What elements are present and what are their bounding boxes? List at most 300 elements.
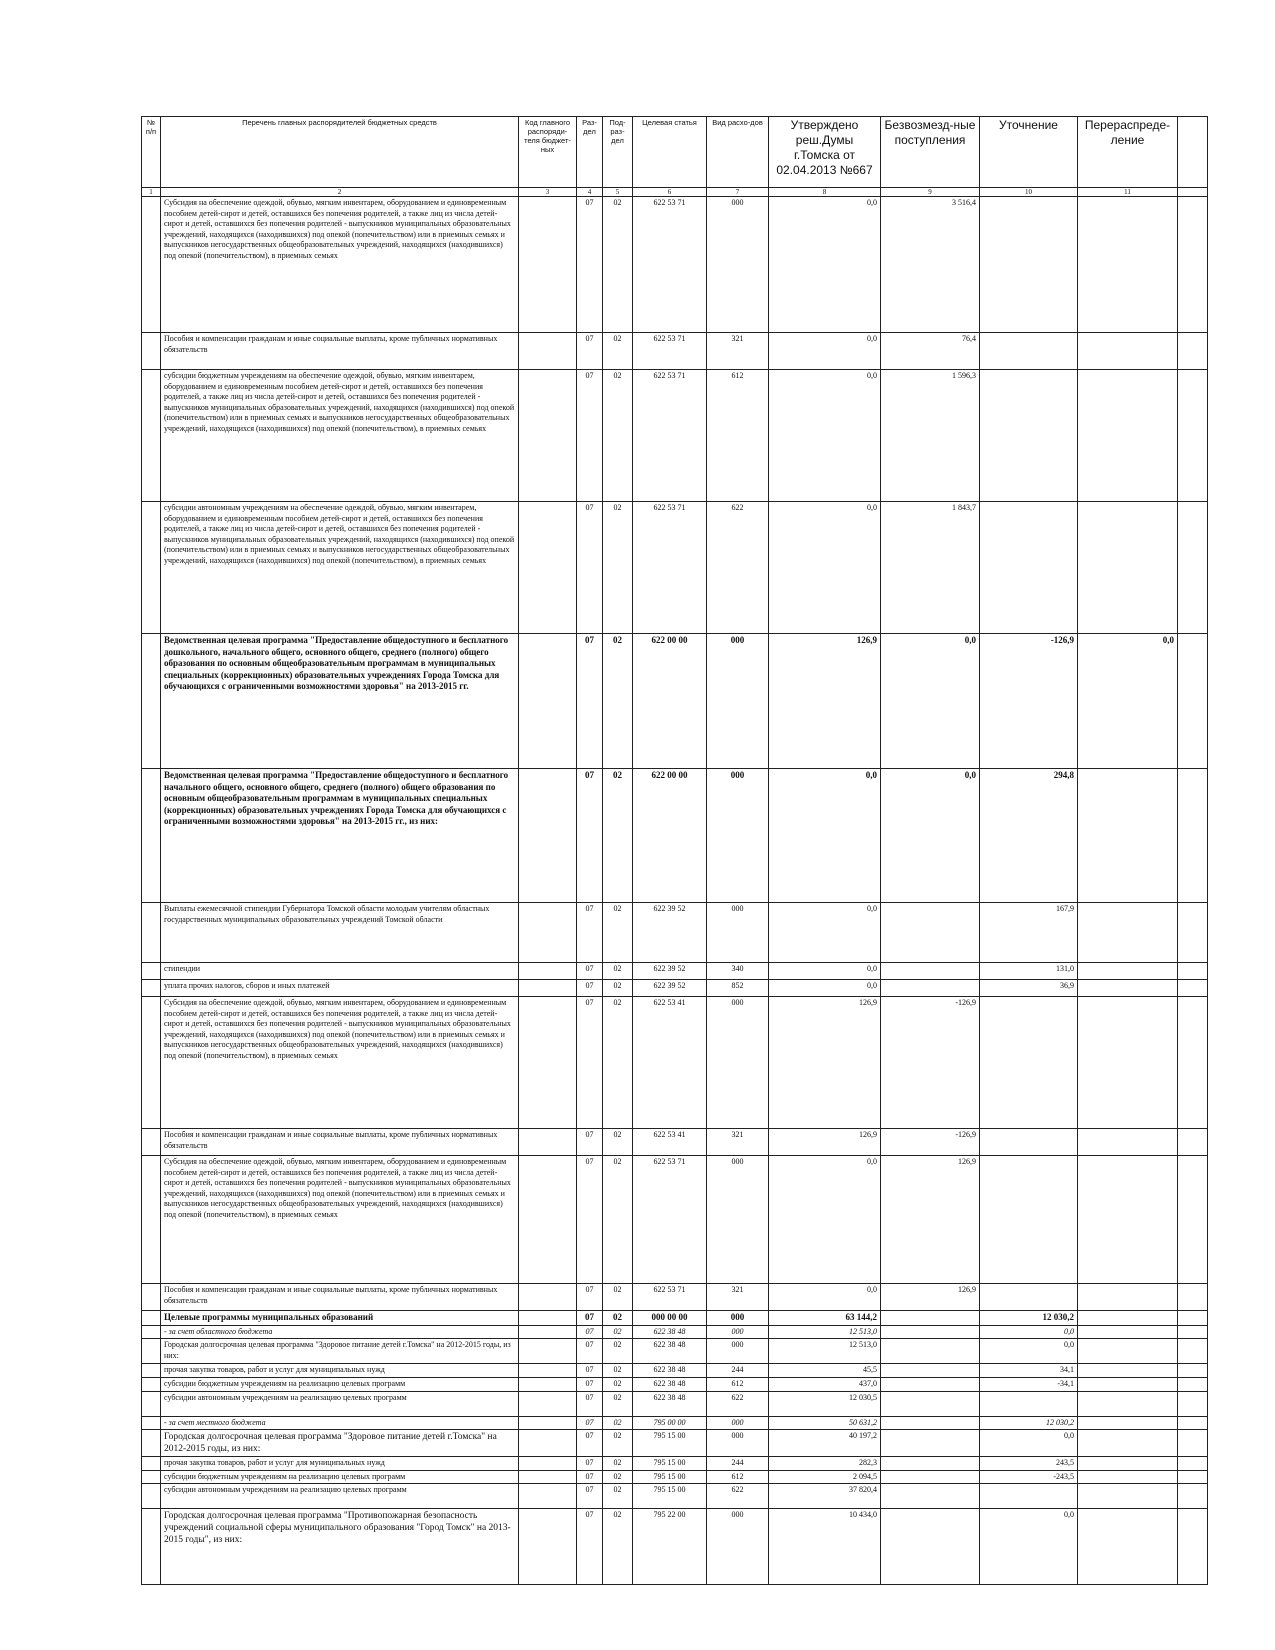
cell-r: 07 — [577, 769, 603, 903]
cell-code — [519, 1311, 577, 1326]
cell-a: 37 820,4 — [769, 1484, 881, 1509]
cell-num — [142, 1339, 161, 1364]
cell-r: 07 — [577, 1364, 603, 1378]
cell-code — [519, 197, 577, 333]
header-num: № п/п — [142, 117, 161, 188]
cell-name: прочая закупка товаров, работ и услуг для муниципальных нужд — [161, 1457, 519, 1471]
cell-a: 0,0 — [769, 903, 881, 963]
cell-t: 622 53 71 — [633, 333, 707, 370]
cell-name: Субсидия на обеспечение одеждой, обувью, мягким инвентарем, оборудованием и единовременным пособием детей-сирот и детей, оставшихся без попечения родителей, а также лиц из числа детей-сирот и детей, оставшихся без попечения родителей - выпускников муниципальных образовательных учреждений, находящихся (находившихся) под опекой (попечительством) или в приемных семьях и выпускников негосударственных общеобразовательных учреждений, находящихся (находившихся) под опекой (попечительством), в приемных семьях — [161, 1156, 519, 1284]
cell-x — [1178, 634, 1208, 769]
cell-u — [980, 1391, 1078, 1416]
cell-t: 622 38 48 — [633, 1391, 707, 1416]
cell-p: 02 — [603, 502, 633, 634]
cell-t: 622 53 71 — [633, 1156, 707, 1284]
cell-name: субсидии бюджетным учреждениям на реализацию целевых программ — [161, 1378, 519, 1392]
cell-num — [142, 1509, 161, 1585]
cell-num — [142, 980, 161, 997]
cell-v: 244 — [707, 1457, 769, 1471]
cell-t: 622 53 41 — [633, 997, 707, 1129]
cell-p: 02 — [603, 1509, 633, 1585]
cell-d — [1078, 1457, 1178, 1471]
cell-p: 02 — [603, 963, 633, 980]
cell-name: Пособия и компенсации гражданам и иные социальные выплаты, кроме публичных нормативных обязательств — [161, 333, 519, 370]
cell-x — [1178, 1364, 1208, 1378]
col-number: 5 — [603, 188, 633, 197]
table-row — [142, 1129, 1208, 1156]
cell-v: 000 — [707, 1325, 769, 1339]
cell-p: 02 — [603, 903, 633, 963]
cell-u: 0,0 — [980, 1509, 1078, 1585]
cell-t: 622 38 48 — [633, 1339, 707, 1364]
cell-v: 000 — [707, 1509, 769, 1585]
cell-p: 02 — [603, 1416, 633, 1430]
cell-v: 321 — [707, 1284, 769, 1311]
cell-t: 622 38 48 — [633, 1364, 707, 1378]
cell-u: 0,0 — [980, 1325, 1078, 1339]
cell-f — [881, 1457, 980, 1471]
cell-v: 000 — [707, 1416, 769, 1430]
cell-num — [142, 1325, 161, 1339]
cell-f — [881, 1339, 980, 1364]
cell-u — [980, 1129, 1078, 1156]
cell-t: 622 00 00 — [633, 769, 707, 903]
cell-p: 02 — [603, 1484, 633, 1509]
cell-a: 0,0 — [769, 980, 881, 997]
cell-f: 1 596,3 — [881, 370, 980, 502]
col-number: 11 — [1078, 188, 1178, 197]
cell-name: прочая закупка товаров, работ и услуг для муниципальных нужд — [161, 1364, 519, 1378]
cell-x — [1178, 997, 1208, 1129]
cell-x — [1178, 980, 1208, 997]
cell-num — [142, 1284, 161, 1311]
cell-f: 0,0 — [881, 769, 980, 903]
cell-code — [519, 1378, 577, 1392]
cell-name: Городская долгосрочная целевая программа "Здоровое питание детей г.Томска" на 2012-2015 годы, из них: — [161, 1430, 519, 1457]
cell-x — [1178, 769, 1208, 903]
cell-v: 000 — [707, 1311, 769, 1326]
cell-code — [519, 634, 577, 769]
cell-u — [980, 333, 1078, 370]
cell-u: 12 030,2 — [980, 1311, 1078, 1326]
cell-num — [142, 1156, 161, 1284]
cell-t: 622 39 52 — [633, 903, 707, 963]
table-row — [142, 1430, 1208, 1457]
cell-r: 07 — [577, 1470, 603, 1484]
table-row — [142, 370, 1208, 502]
cell-x — [1178, 1378, 1208, 1392]
cell-v: 244 — [707, 1364, 769, 1378]
cell-x — [1178, 370, 1208, 502]
cell-d — [1078, 903, 1178, 963]
cell-a: 0,0 — [769, 333, 881, 370]
cell-num — [142, 1378, 161, 1392]
cell-u: 36,9 — [980, 980, 1078, 997]
cell-num — [142, 769, 161, 903]
cell-a: 40 197,2 — [769, 1430, 881, 1457]
table-row — [142, 1284, 1208, 1311]
cell-v: 000 — [707, 769, 769, 903]
cell-code — [519, 997, 577, 1129]
header-podrazdel: Под-раз-дел — [603, 117, 633, 188]
col-number: 7 — [707, 188, 769, 197]
cell-f: 1 843,7 — [881, 502, 980, 634]
table-row — [142, 980, 1208, 997]
cell-d — [1078, 1391, 1178, 1416]
cell-d — [1078, 1325, 1178, 1339]
cell-a: 50 631,2 — [769, 1416, 881, 1430]
cell-r: 07 — [577, 1156, 603, 1284]
cell-a: 0,0 — [769, 963, 881, 980]
cell-x — [1178, 1430, 1208, 1457]
cell-a: 0,0 — [769, 769, 881, 903]
cell-t: 795 15 00 — [633, 1484, 707, 1509]
col-number — [1178, 188, 1208, 197]
budget-table-sheet — [141, 116, 1208, 1585]
cell-p: 02 — [603, 1129, 633, 1156]
cell-f — [881, 1416, 980, 1430]
cell-f — [881, 1325, 980, 1339]
cell-name: Ведомственная целевая программа "Предоставление общедоступного и бесплатного начального общего, основного общего, среднего (полного) общего образования по основным общеобразовательным программам в муниципальных специальных (коррекционных) образовательных учреждениях Города Томска для обучающихся с ограниченными возможностями здоровья" на 2013-2015 гг., из них: — [161, 769, 519, 903]
cell-a: 12 513,0 — [769, 1325, 881, 1339]
cell-a: 437,0 — [769, 1378, 881, 1392]
table-row — [142, 903, 1208, 963]
col-number: 10 — [980, 188, 1078, 197]
cell-f — [881, 1430, 980, 1457]
cell-d — [1078, 1470, 1178, 1484]
cell-num — [142, 1364, 161, 1378]
cell-r: 07 — [577, 903, 603, 963]
cell-name: субсидии автономным учреждениям на обеспечение одеждой, обувью, мягким инвентарем, оборудованием и единовременным пособием детей-сирот и детей, оставшихся без попечения родителей, а также лиц из числа детей-сирот и детей, оставшихся без попечения родителей - выпускников муниципальных образовательных учреждений, находящихся (находившихся) под опекой (попечительством) или в приемных семьях и выпускников негосударственных общеобразовательных учреждений, находящихся (находившихся) под опекой (попечительством), в приемных семьях — [161, 502, 519, 634]
header-redistribute: Перераспреде-ление — [1078, 117, 1178, 188]
cell-code — [519, 333, 577, 370]
cell-v: 000 — [707, 1339, 769, 1364]
cell-x — [1178, 1457, 1208, 1471]
cell-a: 126,9 — [769, 1129, 881, 1156]
cell-t: 622 53 71 — [633, 370, 707, 502]
cell-r: 07 — [577, 1311, 603, 1326]
cell-f — [881, 1378, 980, 1392]
cell-d — [1078, 1311, 1178, 1326]
cell-code — [519, 1325, 577, 1339]
cell-v: 000 — [707, 903, 769, 963]
cell-code — [519, 1509, 577, 1585]
cell-name: Целевые программы муниципальных образований — [161, 1311, 519, 1326]
cell-d — [1078, 769, 1178, 903]
cell-f — [881, 1470, 980, 1484]
cell-r: 07 — [577, 502, 603, 634]
cell-name: субсидии автономным учреждениям на реализацию целевых программ — [161, 1391, 519, 1416]
col-number: 6 — [633, 188, 707, 197]
col-number: 3 — [519, 188, 577, 197]
cell-p: 02 — [603, 1430, 633, 1457]
cell-p: 02 — [603, 1391, 633, 1416]
cell-a: 0,0 — [769, 197, 881, 333]
cell-r: 07 — [577, 1129, 603, 1156]
cell-name: уплата прочих налогов, сборов и иных платежей — [161, 980, 519, 997]
cell-p: 02 — [603, 1470, 633, 1484]
table-row — [142, 1364, 1208, 1378]
cell-f: 3 516,4 — [881, 197, 980, 333]
cell-x — [1178, 333, 1208, 370]
cell-code — [519, 370, 577, 502]
cell-a: 12 513,0 — [769, 1339, 881, 1364]
table-row — [142, 997, 1208, 1129]
cell-num — [142, 963, 161, 980]
cell-t: 622 38 48 — [633, 1378, 707, 1392]
cell-r: 07 — [577, 1457, 603, 1471]
cell-x — [1178, 1325, 1208, 1339]
cell-u: 12 030,2 — [980, 1416, 1078, 1430]
cell-r: 07 — [577, 333, 603, 370]
cell-num — [142, 197, 161, 333]
cell-u: -126,9 — [980, 634, 1078, 769]
cell-name: Субсидия на обеспечение одеждой, обувью, мягким инвентарем, оборудованием и единовременным пособием детей-сирот и детей, оставшихся без попечения родителей, а также лиц из числа детей-сирот и детей, оставшихся без попечения родителей - выпускников муниципальных образовательных учреждений, находящихся (находившихся) под опекой (попечительством) или в приемных семьях и выпускников негосударственных общеобразовательных учреждений, находящихся (находившихся) под опекой (попечительством), в приемных семьях — [161, 997, 519, 1129]
cell-name: Городская долгосрочная целевая программа "Здоровое питание детей г.Томска" на 2012-2015 годы, из них: — [161, 1339, 519, 1364]
cell-v: 622 — [707, 1391, 769, 1416]
cell-u — [980, 370, 1078, 502]
cell-p: 02 — [603, 1364, 633, 1378]
cell-r: 07 — [577, 980, 603, 997]
cell-num — [142, 1311, 161, 1326]
cell-a: 0,0 — [769, 502, 881, 634]
cell-u — [980, 197, 1078, 333]
cell-name: стипендии — [161, 963, 519, 980]
cell-a: 12 030,5 — [769, 1391, 881, 1416]
table-row — [142, 1457, 1208, 1471]
cell-f: -126,9 — [881, 1129, 980, 1156]
cell-p: 02 — [603, 370, 633, 502]
cell-num — [142, 1457, 161, 1471]
cell-name: - за счет местного бюджета — [161, 1416, 519, 1430]
cell-d — [1078, 997, 1178, 1129]
cell-a: 0,0 — [769, 1284, 881, 1311]
cell-code — [519, 1156, 577, 1284]
cell-code — [519, 1416, 577, 1430]
cell-name: субсидии автономным учреждениям на реализацию целевых программ — [161, 1484, 519, 1509]
cell-a: 0,0 — [769, 1156, 881, 1284]
table-row — [142, 963, 1208, 980]
cell-d: 0,0 — [1078, 634, 1178, 769]
cell-a: 2 094,5 — [769, 1470, 881, 1484]
cell-code — [519, 903, 577, 963]
cell-num — [142, 1129, 161, 1156]
col-number: 8 — [769, 188, 881, 197]
cell-x — [1178, 502, 1208, 634]
cell-d — [1078, 1378, 1178, 1392]
cell-f: 126,9 — [881, 1284, 980, 1311]
cell-r: 07 — [577, 997, 603, 1129]
cell-v: 612 — [707, 370, 769, 502]
cell-t: 622 53 41 — [633, 1129, 707, 1156]
cell-code — [519, 963, 577, 980]
cell-v: 612 — [707, 1378, 769, 1392]
header-vid: Вид расхо-дов — [707, 117, 769, 188]
cell-x — [1178, 1391, 1208, 1416]
cell-f — [881, 1311, 980, 1326]
cell-t: 795 15 00 — [633, 1430, 707, 1457]
cell-t: 795 15 00 — [633, 1470, 707, 1484]
cell-t: 622 38 48 — [633, 1325, 707, 1339]
cell-code — [519, 769, 577, 903]
table-row — [142, 769, 1208, 903]
table-row — [142, 1484, 1208, 1509]
cell-r: 07 — [577, 1416, 603, 1430]
cell-name: Городская долгосрочная целевая программа "Противопожарная безопасность учреждений социальной сферы муниципального образования "Город Томск" на 2013-2015 годы", из них: — [161, 1509, 519, 1585]
cell-u: -243,5 — [980, 1470, 1078, 1484]
cell-num — [142, 502, 161, 634]
cell-name: субсидии бюджетным учреждениям на обеспечение одеждой, обувью, мягким инвентарем, оборудованием и единовременным пособием детей-сирот и детей, оставшихся без попечения родителей, а также лиц из числа детей-сирот и детей, оставшихся без попечения родителей - выпускников муниципальных образовательных учреждений, находящихся (находившихся) под опекой (попечительством) или в приемных семьях и выпускников негосударственных общеобразовательных учреждений, находящихся (находившихся) под опекой (попечительством), в приемных семьях — [161, 370, 519, 502]
cell-a: 126,9 — [769, 997, 881, 1129]
cell-p: 02 — [603, 197, 633, 333]
cell-d — [1078, 333, 1178, 370]
cell-x — [1178, 963, 1208, 980]
cell-t: 622 39 52 — [633, 963, 707, 980]
cell-d — [1078, 1484, 1178, 1509]
cell-a: 0,0 — [769, 370, 881, 502]
table-row — [142, 1311, 1208, 1326]
cell-x — [1178, 1156, 1208, 1284]
cell-t: 622 53 71 — [633, 502, 707, 634]
header-clarify: Уточнение — [980, 117, 1078, 188]
cell-v: 000 — [707, 1430, 769, 1457]
cell-num — [142, 997, 161, 1129]
cell-v: 000 — [707, 997, 769, 1129]
cell-v: 852 — [707, 980, 769, 997]
cell-d — [1078, 1284, 1178, 1311]
cell-t: 622 53 71 — [633, 197, 707, 333]
cell-v: 612 — [707, 1470, 769, 1484]
header-free: Безвозмезд-ные поступления — [881, 117, 980, 188]
cell-a: 10 434,0 — [769, 1509, 881, 1585]
cell-code — [519, 980, 577, 997]
cell-f — [881, 903, 980, 963]
cell-t: 000 00 00 — [633, 1311, 707, 1326]
cell-x — [1178, 1484, 1208, 1509]
cell-d — [1078, 1129, 1178, 1156]
table-row — [142, 634, 1208, 769]
table-row — [142, 1339, 1208, 1364]
table-row — [142, 333, 1208, 370]
header-extra — [1178, 117, 1208, 188]
cell-t: 795 22 00 — [633, 1509, 707, 1585]
cell-num — [142, 1470, 161, 1484]
cell-r: 07 — [577, 1339, 603, 1364]
table-row — [142, 197, 1208, 333]
header-row — [142, 117, 1208, 188]
cell-p: 02 — [603, 769, 633, 903]
cell-x — [1178, 1416, 1208, 1430]
cell-x — [1178, 1339, 1208, 1364]
cell-p: 02 — [603, 1457, 633, 1471]
cell-code — [519, 1339, 577, 1364]
cell-x — [1178, 1129, 1208, 1156]
budget-table — [141, 116, 1208, 1585]
cell-d — [1078, 980, 1178, 997]
cell-r: 07 — [577, 963, 603, 980]
cell-r: 07 — [577, 1378, 603, 1392]
cell-v: 321 — [707, 1129, 769, 1156]
col-number: 9 — [881, 188, 980, 197]
cell-d — [1078, 1156, 1178, 1284]
cell-u: 34,1 — [980, 1364, 1078, 1378]
cell-u: 167,9 — [980, 903, 1078, 963]
cell-d — [1078, 1430, 1178, 1457]
cell-name: субсидии бюджетным учреждениям на реализацию целевых программ — [161, 1470, 519, 1484]
cell-a: 45,5 — [769, 1364, 881, 1378]
header-name: Перечень главных распорядителей бюджетных средств — [161, 117, 519, 188]
cell-p: 02 — [603, 333, 633, 370]
cell-x — [1178, 1470, 1208, 1484]
cell-f — [881, 1364, 980, 1378]
cell-d — [1078, 1339, 1178, 1364]
cell-p: 02 — [603, 1156, 633, 1284]
table-row — [142, 1391, 1208, 1416]
cell-d — [1078, 1364, 1178, 1378]
cell-p: 02 — [603, 634, 633, 769]
cell-f — [881, 963, 980, 980]
cell-x — [1178, 1509, 1208, 1585]
cell-a: 63 144,2 — [769, 1311, 881, 1326]
cell-num — [142, 1391, 161, 1416]
table-row — [142, 1325, 1208, 1339]
cell-num — [142, 903, 161, 963]
cell-r: 07 — [577, 1509, 603, 1585]
cell-code — [519, 1484, 577, 1509]
cell-u — [980, 1484, 1078, 1509]
table-row — [142, 1378, 1208, 1392]
cell-f: 0,0 — [881, 634, 980, 769]
cell-f — [881, 1484, 980, 1509]
cell-u: 0,0 — [980, 1430, 1078, 1457]
cell-num — [142, 1430, 161, 1457]
cell-name: Выплаты ежемесячной стипендии Губернатора Томской области молодым учителям областных государственных муниципальных образовательных учреждений Томской области — [161, 903, 519, 963]
cell-f: 76,4 — [881, 333, 980, 370]
cell-r: 07 — [577, 1484, 603, 1509]
cell-d — [1078, 1416, 1178, 1430]
cell-u — [980, 1156, 1078, 1284]
column-number-row — [142, 188, 1208, 197]
cell-name: Пособия и компенсации гражданам и иные социальные выплаты, кроме публичных нормативных обязательств — [161, 1129, 519, 1156]
cell-t: 622 00 00 — [633, 634, 707, 769]
cell-num — [142, 1484, 161, 1509]
cell-v: 000 — [707, 634, 769, 769]
cell-u: 294,8 — [980, 769, 1078, 903]
cell-u: -34,1 — [980, 1378, 1078, 1392]
header-target: Целевая статья — [633, 117, 707, 188]
cell-x — [1178, 197, 1208, 333]
cell-code — [519, 1364, 577, 1378]
cell-p: 02 — [603, 1311, 633, 1326]
cell-r: 07 — [577, 197, 603, 333]
col-number: 2 — [161, 188, 519, 197]
col-number: 4 — [577, 188, 603, 197]
cell-p: 02 — [603, 1284, 633, 1311]
cell-t: 622 53 71 — [633, 1284, 707, 1311]
cell-f — [881, 1391, 980, 1416]
cell-t: 795 15 00 — [633, 1457, 707, 1471]
cell-v: 622 — [707, 1484, 769, 1509]
cell-code — [519, 1430, 577, 1457]
cell-p: 02 — [603, 1325, 633, 1339]
cell-code — [519, 1129, 577, 1156]
cell-f — [881, 980, 980, 997]
cell-v: 000 — [707, 197, 769, 333]
cell-u — [980, 997, 1078, 1129]
cell-code — [519, 1284, 577, 1311]
cell-r: 07 — [577, 634, 603, 769]
cell-name: Субсидия на обеспечение одеждой, обувью, мягким инвентарем, оборудованием и единовременным пособием детей-сирот и детей, оставшихся без попечения родителей, а также лиц из числа детей-сирот и детей, оставшихся без попечения родителей - выпускников муниципальных образовательных учреждений, находящихся (находившихся) под опекой (попечительством) или в приемных семьях и выпускников негосударственных общеобразовательных учреждений, находящихся (находившихся) под опекой (попечительством), в приемных семьях — [161, 197, 519, 333]
